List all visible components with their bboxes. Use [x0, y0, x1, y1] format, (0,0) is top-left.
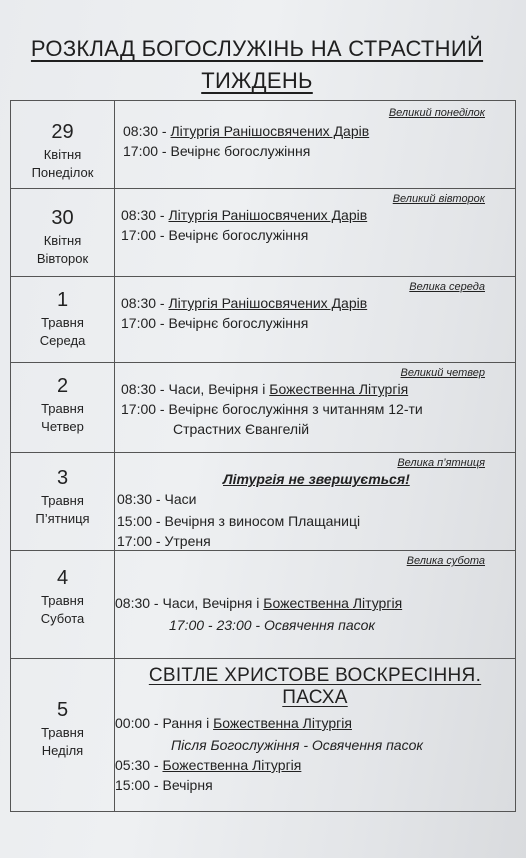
title-line-2: ТИЖДЕНЬ	[201, 68, 313, 93]
title-line-1: РОЗКЛАД БОГОСЛУЖІНЬ НА СТРАСТНИЙ	[30, 36, 484, 61]
services-cell	[115, 277, 515, 362]
date-cell	[11, 277, 115, 362]
day-label: Великий вівторок	[392, 193, 485, 205]
day-number: 3	[56, 467, 69, 489]
pascha-heading: СВІТЛЕ ХРИСТОВЕ ВОСКРЕСІННЯ. ПАСХА	[148, 665, 482, 708]
month-name: Травня	[41, 401, 84, 416]
service-line: 17:00 - Утреня	[117, 533, 211, 549]
service-line: 17:00 - Вечірнє богослужіння	[123, 143, 311, 159]
day-label: Великий понеділок	[388, 107, 485, 119]
service-line: 08:30 - Літургія Ранішосвячених Дарів	[121, 207, 368, 223]
service-line: 17:00 - Вечірнє богослужіння з читанням 12-ти	[121, 401, 423, 417]
schedule-row-tuesday	[11, 189, 515, 277]
schedule-row-monday	[11, 101, 515, 189]
service-line: 17:00 - 23:00 - Освячення пасок	[169, 617, 376, 633]
weekday-name: Вівторок	[36, 251, 89, 266]
day-number: 4	[56, 567, 69, 589]
services-cell	[115, 659, 515, 811]
date-cell	[11, 453, 115, 550]
services-cell	[115, 453, 515, 550]
service-line: 08:30 - Часи, Вечірня і Божественна Літургія	[121, 381, 409, 397]
schedule-row-wednesday	[11, 277, 515, 363]
date-cell	[11, 363, 115, 452]
day-label: Велика п’ятниця	[397, 457, 485, 469]
services-cell	[115, 363, 515, 452]
day-number: 30	[51, 207, 74, 229]
service-line: 15:00 - Вечірня з виносом Плащаниці	[117, 513, 361, 529]
date-cell	[11, 189, 115, 276]
schedule-row-friday	[11, 453, 515, 551]
services-cell	[115, 189, 515, 276]
day-label: Велика субота	[406, 555, 485, 567]
date-cell	[11, 101, 115, 188]
weekday-name: Четвер	[41, 419, 84, 434]
date-cell	[11, 659, 115, 811]
service-line: 17:00 - Вечірнє богослужіння	[121, 227, 309, 243]
day-number: 2	[56, 375, 69, 397]
schedule-row-saturday	[11, 551, 515, 659]
date-cell	[11, 551, 115, 658]
day-number: 1	[56, 289, 69, 311]
services-cell	[115, 551, 515, 658]
service-line: 08:30 - Часи, Вечірня і Божественна Літургія	[115, 595, 403, 611]
weekday-name: Понеділок	[31, 165, 94, 180]
month-name: Травня	[41, 315, 84, 330]
notice-text: Літургія не звершується!	[223, 471, 410, 487]
month-name: Травня	[41, 725, 84, 740]
schedule-table	[10, 100, 516, 812]
day-label: Великий четвер	[400, 367, 485, 379]
schedule-row-sunday	[11, 659, 515, 811]
service-line: 05:30 - Божественна Літургія	[115, 757, 302, 773]
month-name: Травня	[41, 493, 84, 508]
day-number: 29	[51, 121, 74, 143]
weekday-name: Середа	[39, 333, 86, 348]
service-line: 15:00 - Вечірня	[115, 777, 213, 793]
service-line: 08:30 - Літургія Ранішосвячених Дарів	[121, 295, 368, 311]
schedule-row-thursday	[11, 363, 515, 453]
weekday-name: Неділя	[41, 743, 84, 758]
service-line: Після Богослужіння - Освячення пасок	[171, 737, 423, 753]
month-name: Квітня	[43, 147, 82, 162]
month-name: Квітня	[43, 233, 82, 248]
service-line: 17:00 - Вечірнє богослужіння	[121, 315, 309, 331]
service-line: Страстних Євангелій	[173, 421, 310, 437]
day-label: Велика середа	[409, 281, 485, 293]
services-cell	[115, 101, 515, 188]
weekday-name: П’ятниця	[35, 511, 90, 526]
service-line: 08:30 - Літургія Ранішосвячених Дарів	[123, 123, 370, 139]
day-number: 5	[56, 699, 69, 721]
month-name: Травня	[41, 593, 84, 608]
service-line: 00:00 - Рання і Божественна Літургія	[115, 715, 352, 731]
service-line: 08:30 - Часи	[117, 491, 197, 507]
weekday-name: Субота	[40, 611, 85, 626]
